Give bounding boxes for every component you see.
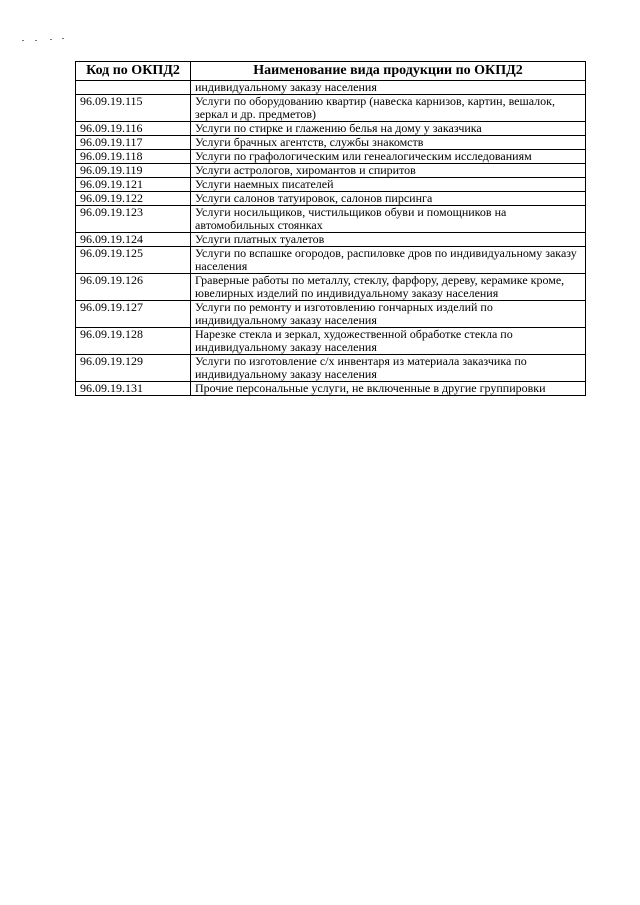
cell-name: Нарезке стекла и зеркал, художественной обработке стекла по индивидуальному заказу населения bbox=[191, 328, 586, 355]
table-row bbox=[76, 95, 586, 122]
cell-name: Граверные работы по металлу, стеклу, фарфору, дереву, керамике кроме, ювелирных изделий по индивидуальному заказу населения bbox=[191, 274, 586, 301]
table-row bbox=[76, 192, 586, 206]
scan-speck bbox=[35, 40, 37, 41]
cell-code: 96.09.19.128 bbox=[76, 328, 191, 355]
cell-code: 96.09.19.127 bbox=[76, 301, 191, 328]
cell-name: индивидуальному заказу населения bbox=[191, 81, 586, 95]
cell-name: Услуги по вспашке огородов, распиловке дров по индивидуальному заказу населения bbox=[191, 247, 586, 274]
cell-name: Услуги брачных агентств, службы знакомств bbox=[191, 136, 586, 150]
okpd-table bbox=[75, 61, 586, 396]
cell-code: 96.09.19.126 bbox=[76, 274, 191, 301]
cell-name: Услуги наемных писателей bbox=[191, 178, 586, 192]
cell-code: 96.09.19.118 bbox=[76, 150, 191, 164]
table-row bbox=[76, 178, 586, 192]
cell-code: 96.09.19.131 bbox=[76, 382, 191, 396]
cell-name: Услуги по графологическим или генеалогическим исследованиям bbox=[191, 150, 586, 164]
table-body bbox=[76, 81, 586, 396]
cell-name: Услуги астрологов, хиромантов и спиритов bbox=[191, 164, 586, 178]
table-row bbox=[76, 164, 586, 178]
table-row bbox=[76, 136, 586, 150]
table-row bbox=[76, 382, 586, 396]
cell-name: Услуги платных туалетов bbox=[191, 233, 586, 247]
cell-code: 96.09.19.117 bbox=[76, 136, 191, 150]
cell-name: Услуги салонов татуировок, салонов пирсинга bbox=[191, 192, 586, 206]
cell-name: Услуги по ремонту и изготовлению гончарных изделий по индивидуальному заказу населения bbox=[191, 301, 586, 328]
cell-name: Услуги по стирке и глажению белья на дому у заказчика bbox=[191, 122, 586, 136]
cell-code: 96.09.19.124 bbox=[76, 233, 191, 247]
table-row bbox=[76, 355, 586, 382]
cell-name: Услуги по оборудованию квартир (навеска карнизов, картин, вешалок, зеркал и др. предметов) bbox=[191, 95, 586, 122]
table-row bbox=[76, 247, 586, 274]
table-row bbox=[76, 233, 586, 247]
table-row bbox=[76, 122, 586, 136]
cell-code: 96.09.19.119 bbox=[76, 164, 191, 178]
cell-code: 96.09.19.129 bbox=[76, 355, 191, 382]
cell-code: 96.09.19.125 bbox=[76, 247, 191, 274]
table-row bbox=[76, 274, 586, 301]
table-header-row bbox=[76, 62, 586, 81]
header-name: Наименование вида продукции по ОКПД2 bbox=[191, 62, 586, 81]
cell-name: Прочие персональные услуги, не включенные в другие группировки bbox=[191, 382, 586, 396]
header-code: Код по ОКПД2 bbox=[76, 62, 191, 81]
cell-code: 96.09.19.122 bbox=[76, 192, 191, 206]
table-row bbox=[76, 150, 586, 164]
cell-code: 96.09.19.115 bbox=[76, 95, 191, 122]
cell-name: Услуги по изготовление с/х инвентаря из материала заказчика по индивидуальному заказу населения bbox=[191, 355, 586, 382]
scan-speck bbox=[22, 40, 24, 41]
cell-name: Услуги носильщиков, чистильщиков обуви и помощников на автомобильных стоянках bbox=[191, 206, 586, 233]
table-row bbox=[76, 206, 586, 233]
scan-speck bbox=[50, 39, 52, 40]
cell-code: 96.09.19.116 bbox=[76, 122, 191, 136]
table-row bbox=[76, 81, 586, 95]
scan-speck bbox=[62, 38, 64, 39]
cell-code: 96.09.19.121 bbox=[76, 178, 191, 192]
cell-code bbox=[76, 81, 191, 95]
cell-code: 96.09.19.123 bbox=[76, 206, 191, 233]
table-row bbox=[76, 328, 586, 355]
table-row bbox=[76, 301, 586, 328]
